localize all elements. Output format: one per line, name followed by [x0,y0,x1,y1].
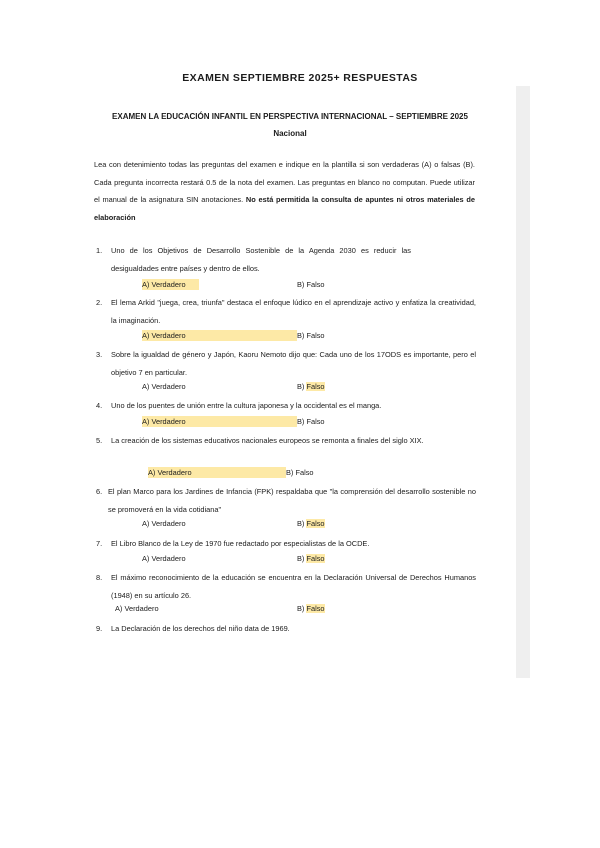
option-label: B) Falso [297,280,325,289]
option-a[interactable] [142,381,186,392]
question-text: La creación de los sistemas educativos nacionales europeos se remonta a finales del siglo XIX. [111,436,424,445]
option-label: A) Verdadero [148,468,192,477]
option-a[interactable] [115,603,159,614]
option-label: A) Verdadero [142,331,186,340]
option-label: Falso [306,519,325,528]
question-text: El Libro Blanco de la Ley de 1970 fue redactado por especialistas de la OCDE. [111,539,370,548]
option-a-selected[interactable] [142,416,297,427]
option-label: A) Verdadero [142,382,186,391]
option-label: Falso [306,554,325,563]
question-number: 9. [96,624,103,633]
question-7 [96,535,476,553]
question-2 [96,294,476,330]
question-number: 1. [96,246,103,255]
option-label: A) Verdadero [142,554,186,563]
instructions-bold-text: No está permitida la consulta de apuntes ni otros materiales de elaboración [94,195,475,222]
question-number: 7. [96,539,103,548]
option-label: B) Falso [297,417,325,426]
option-b-selected[interactable]: B) Falso [297,604,325,613]
option-label: Falso [306,604,325,613]
option-b[interactable] [297,330,325,341]
question-text: El plan Marco para los Jardines de Infancia (FPK) respaldaba que "la comprensión del desarrollo sostenible no se promoverá en la vida cotidiana" [108,487,476,514]
option-label: B) Falso [286,468,314,477]
instructions-text: Lea con detenimiento todas las preguntas del examen e indique en la plantilla si son verdaderas (A) o falsas (B). Cada pregunta incorrecta restará 0.5 de la nota del examen. Las preguntas en blanco no computan. Puede utilizar el manual de la asignatura SIN anotaciones. [94,160,475,204]
option-a[interactable] [142,553,186,564]
question-text: El máximo reconocimiento de la educación se encuentra en la Declaración Universal de Derechos Humanos (1948) en su artículo 26. [111,573,476,600]
option-label: A) Verdadero [142,519,186,528]
option-label: Falso [306,382,325,391]
question-number: 5. [96,436,103,445]
instructions-paragraph [94,156,475,226]
question-number: 4. [96,401,103,410]
question-text: La Declaración de los derechos del niño data de 1969. [111,624,290,633]
question-number: 2. [96,298,103,307]
question-6 [96,483,476,519]
scroll-strip [516,86,530,678]
question-8 [96,569,476,605]
option-b-selected[interactable]: B) Falso [297,554,325,563]
document-title: EXAMEN SEPTIEMBRE 2025+ RESPUESTAS [182,72,418,84]
question-text: Sobre la igualdad de género y Japón, Kaoru Nemoto dijo que: Cada uno de los 17ODS es importante, pero el objetivo 7 en particular. [111,350,476,377]
question-text: El lema Arkid "juega, crea, triunfa" destaca el enfoque lúdico en el aprendizaje activo y enfatiza la creatividad, la imaginación. [111,298,476,325]
question-4 [96,397,476,415]
option-label: A) Verdadero [142,280,186,289]
option-a-selected[interactable] [142,330,297,341]
option-b[interactable] [297,416,325,427]
question-number: 8. [96,573,103,582]
option-b-selected[interactable]: B) Falso [297,519,325,528]
question-9 [96,620,476,638]
exam-subtitle [90,108,490,142]
option-b[interactable] [286,467,314,478]
option-a[interactable] [142,518,186,529]
option-b-selected[interactable]: B) Falso [297,382,325,391]
subtitle-line-1: EXAMEN LA EDUCACIÓN INFANTIL EN PERSPECTIVA INTERNACIONAL – SEPTIEMBRE 2025 [112,112,468,121]
question-number: 6. [96,487,103,496]
question-text: Uno de los puentes de unión entre la cultura japonesa y la occidental es el manga. [111,401,382,410]
question-5 [96,432,476,468]
option-b[interactable] [297,279,325,290]
option-a-selected[interactable] [142,279,199,290]
question-1 [96,242,476,278]
option-a-selected[interactable] [148,467,286,478]
question-text: Uno de los Objetivos de Desarrollo Sostenible de la Agenda 2030 es reducir las desigualdades entre países y dentro de ellos. [111,246,411,273]
option-label: A) Verdadero [115,604,159,613]
option-label: A) Verdadero [142,417,186,426]
question-number: 3. [96,350,103,359]
option-label: B) Falso [297,331,325,340]
question-3 [96,346,476,382]
subtitle-line-2: Nacional [273,129,307,138]
